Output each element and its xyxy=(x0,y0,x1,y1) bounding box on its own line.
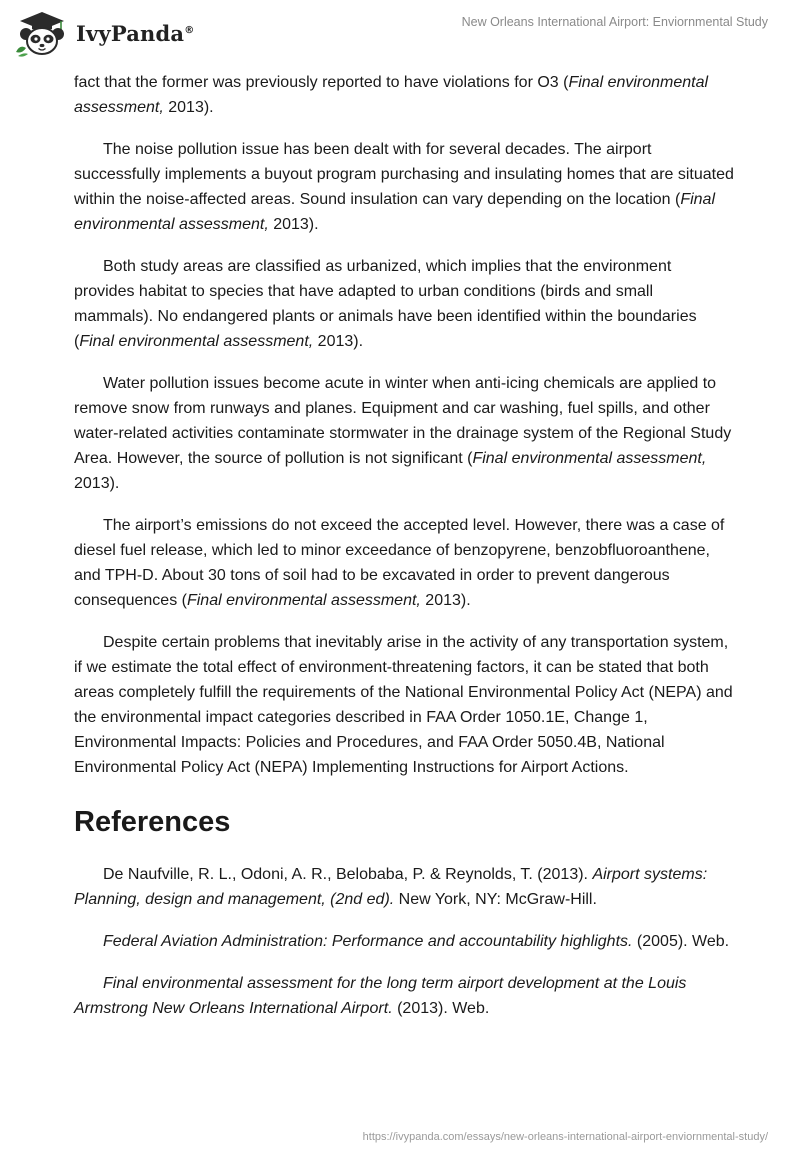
paragraph-text: The noise pollution issue has been dealt with for several decades. The airport successfully implements a buyout program purchasing and insulating homes that are situated within the noise-affected areas. Sound insulation can vary depending on the location ( xyxy=(74,141,734,208)
citation-title: Final environmental assessment, xyxy=(186,592,421,609)
document-title: New Orleans International Airport: Enviornmental Study xyxy=(461,15,768,29)
reference-item xyxy=(74,929,734,954)
logo-wordmark xyxy=(76,21,194,46)
reference-authors: De Naufville, R. L., Odoni, A. R., Belobaba, P. & Reynolds, T. (2013). xyxy=(103,866,593,883)
citation-title: Final environmental assessment, xyxy=(79,333,314,350)
citation-year: 2013). xyxy=(313,333,364,350)
citation-year: 2013). xyxy=(74,475,120,492)
citation-year: 2013). xyxy=(163,99,214,116)
citation-title: Final environmental assessment, xyxy=(472,450,707,467)
paragraph-text: fact that the former was previously reported to have violations for O3 ( xyxy=(74,74,569,91)
reference-title: Federal Aviation Administration: Performance and accountability highlights. xyxy=(103,933,633,950)
citation-year: 2013). xyxy=(420,592,471,609)
paragraph-water xyxy=(74,371,734,496)
reference-year: (2013). Web. xyxy=(392,1000,490,1017)
citation-title: Final environmental assessment, xyxy=(74,191,716,233)
paragraph-continued xyxy=(74,70,734,120)
paragraph-habitat xyxy=(74,254,734,354)
citation-title: Final environmental assessment, xyxy=(74,74,709,116)
reference-item xyxy=(74,862,734,912)
ivypanda-logo[interactable] xyxy=(14,8,194,58)
references-heading: References xyxy=(74,806,231,838)
reference-publisher: New York, NY: McGraw-Hill. xyxy=(394,891,597,908)
paragraph-text: Both study areas are classified as urbanized, which implies that the environment provides habitat to species that have adapted to urban conditions (birds and small mammals). No endangered plants or animals have been identified within the boundaries ( xyxy=(74,258,697,350)
logo-wordmark-text: IvyPanda xyxy=(76,20,185,46)
paragraph-text: The airport’s emissions do not exceed the accepted level. However, there was a case of diesel fuel release, which led to minor exceedance of benzopyrene, benzobfluoroanthene, and TPH-D. About 30 tons of soil had to be excavated in order to prevent dangerous consequences ( xyxy=(74,517,725,609)
page-header xyxy=(0,0,800,66)
reference-year: (2005). Web. xyxy=(632,933,730,950)
citation-year: 2013). xyxy=(268,216,319,233)
panda-graduate-icon xyxy=(14,8,70,58)
essay-body xyxy=(74,70,734,1038)
reference-item xyxy=(74,971,734,1021)
paragraph-emissions xyxy=(74,513,734,613)
reference-title: Airport systems: Planning, design and management, (2nd ed). xyxy=(74,866,708,908)
source-url-link[interactable]: https://ivypanda.com/essays/new-orleans-international-airport-enviornmental-study/ xyxy=(362,1131,768,1143)
registered-mark: ® xyxy=(184,24,195,36)
reference-title: Final environmental assessment for the long term airport development at the Louis Armstrong New Orleans International Airport. xyxy=(74,975,687,1017)
paragraph-noise xyxy=(74,137,734,237)
paragraph-text: Water pollution issues become acute in winter when anti-icing chemicals are applied to remove snow from runways and planes. Equipment and car washing, fuel spills, and other water-related activities contaminate stormwater in the drainage system of the Regional Study Area. However, the source of pollution is not significant ( xyxy=(74,375,732,467)
paragraph-conclusion: Despite certain problems that inevitably arise in the activity of any transportation system, if we estimate the total effect of environment-threatening factors, it can be stated that both areas completely fulfill the requirements of the National Environmental Policy Act (NEPA) and the environmental impact categories described in FAA Order 1050.1E, Change 1, Environmental Impacts: Policies and Procedures, and FAA Order 5050.4B, National Environmental Policy Act (NEPA) Implementing Instructions for Airport Actions. xyxy=(74,634,733,776)
